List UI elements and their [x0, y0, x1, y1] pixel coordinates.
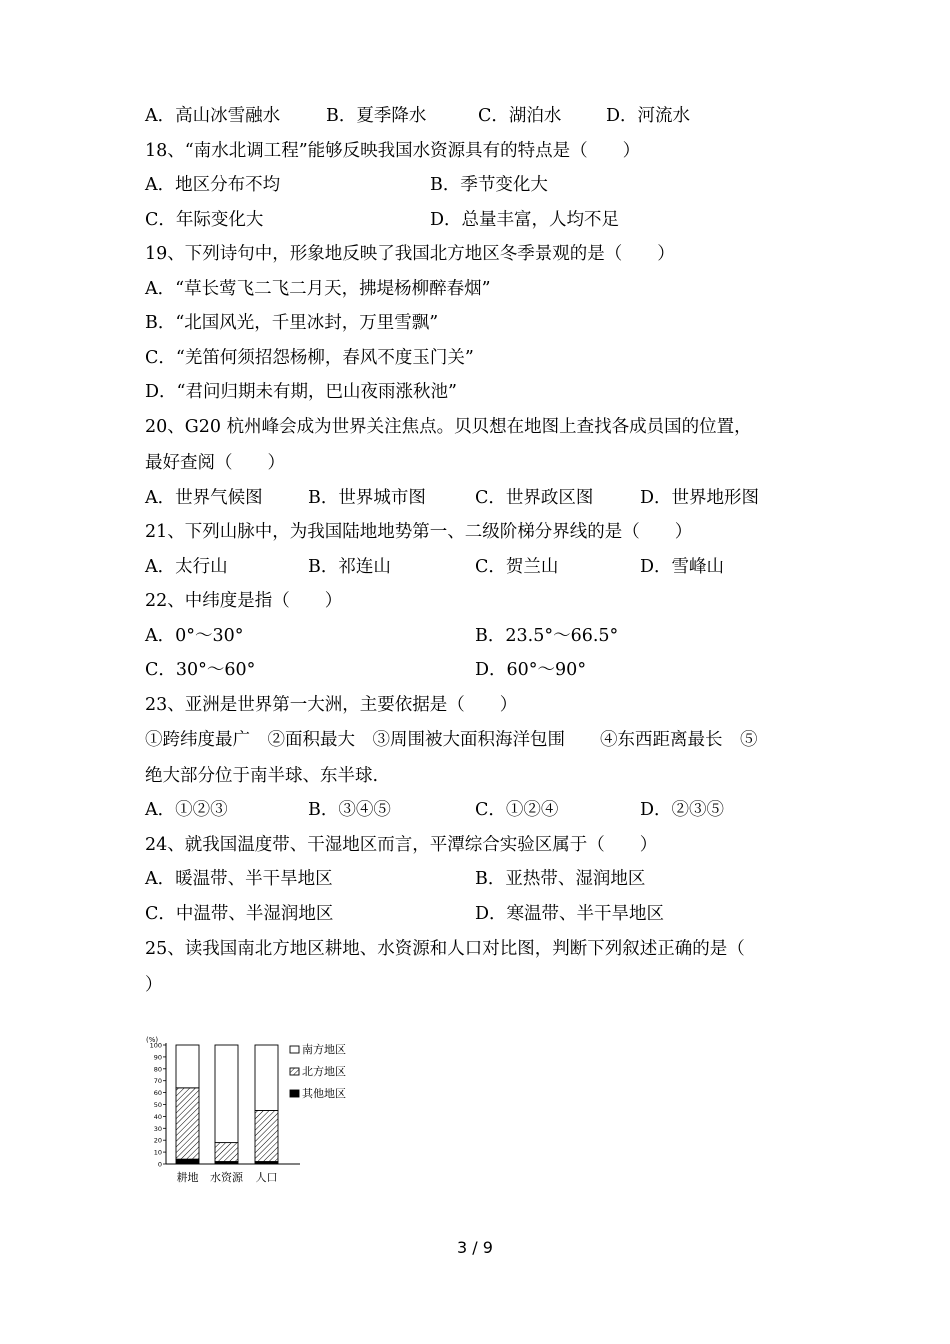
- answer-option: B．23.5°～66.5°: [475, 626, 619, 646]
- y-tick-label: 40: [153, 1112, 162, 1121]
- line-text: 23、亚洲是世界第一大洲，主要依据是（ ）: [145, 695, 518, 715]
- legend-label: 北方地区: [302, 1065, 346, 1078]
- stacked-bar-chart: [140, 1030, 370, 1190]
- y-tick-label: 70: [153, 1077, 162, 1086]
- legend-label: 南方地区: [302, 1043, 346, 1056]
- y-axis-unit: (%): [146, 1036, 159, 1044]
- answer-option: B．③④⑤: [308, 800, 391, 820]
- answer-option: D．总量丰富，人均不足: [430, 210, 620, 230]
- answer-option: C．①②④: [475, 800, 559, 820]
- answer-option: D．②③⑤: [640, 800, 725, 820]
- y-tick-label: 10: [153, 1148, 162, 1157]
- answer-option: C．世界政区图: [475, 488, 594, 508]
- answer-option: D．雪峰山: [640, 557, 725, 577]
- answer-option: D．60°～90°: [475, 660, 587, 680]
- y-tick-label: 60: [153, 1089, 162, 1098]
- answer-option: A．太行山: [145, 557, 228, 577]
- bar-segment: [255, 1045, 278, 1110]
- line-text: 22、中纬度是指（ ）: [145, 591, 343, 611]
- x-category-label: 水资源: [210, 1171, 243, 1184]
- line-text: 25、读我国南北方地区耕地、水资源和人口对比图，判断下列叙述正确的是（: [145, 939, 745, 959]
- line-text: 18、“南水北调工程”能够反映我国水资源具有的特点是（ ）: [145, 141, 641, 161]
- answer-option: A．世界气候图: [145, 488, 263, 508]
- line-text: 最好查阅（ ）: [145, 453, 285, 473]
- legend-swatch: [290, 1090, 299, 1097]
- line-text: B．“北国风光，千里冰封，万里雪飘”: [145, 313, 439, 333]
- line-text: 20、G20 杭州峰会成为世界关注焦点。贝贝想在地图上查找各成员国的位置，: [145, 417, 752, 437]
- legend-swatch: [290, 1068, 299, 1075]
- answer-option: D．世界地形图: [640, 488, 760, 508]
- answer-option: A．高山冰雪融水: [145, 106, 281, 126]
- x-category-label: 耕地: [176, 1171, 199, 1184]
- bar-segment: [215, 1143, 238, 1162]
- answer-option: D．寒温带、半干旱地区: [475, 904, 665, 924]
- line-text: 19、下列诗句中，形象地反映了我国北方地区冬季景观的是（ ）: [145, 244, 675, 264]
- line-text: C．“羌笛何须招怨杨柳，春风不度玉门关”: [145, 348, 474, 368]
- answer-option: B．祁连山: [308, 557, 391, 577]
- bar-segment: [255, 1110, 278, 1161]
- legend-swatch: [290, 1046, 299, 1053]
- answer-option: A．0°～30°: [145, 626, 244, 646]
- bar-segment: [215, 1045, 238, 1143]
- answer-option: A．暖温带、半干旱地区: [145, 869, 333, 889]
- page-number: 3 / 9: [457, 1238, 493, 1257]
- answer-option: B．世界城市图: [308, 488, 426, 508]
- answer-option: C．中温带、半湿润地区: [145, 904, 334, 924]
- answer-option: B．夏季降水: [326, 106, 427, 126]
- bar-segment: [176, 1045, 199, 1088]
- y-tick-label: 30: [153, 1124, 162, 1133]
- answer-option: A．①②③: [145, 800, 228, 820]
- answer-option: A．地区分布不均: [145, 175, 281, 195]
- answer-option: C．年际变化大: [145, 210, 264, 230]
- answer-option: B．亚热带、湿润地区: [475, 869, 646, 889]
- line-text: A．“草长莺飞二飞二月天，拂堤杨柳醉春烟”: [145, 279, 491, 299]
- y-tick-label: 100: [149, 1041, 162, 1050]
- line-text: ）: [145, 975, 163, 995]
- y-tick-label: 90: [153, 1053, 162, 1062]
- line-text: D．“君问归期未有期，巴山夜雨涨秋池”: [145, 382, 457, 402]
- y-tick-label: 0: [157, 1160, 162, 1169]
- line-text: 21、下列山脉中，为我国陆地地势第一、二级阶梯分界线的是（ ）: [145, 522, 693, 542]
- line-text: ①跨纬度最广 ②面积最大 ③周围被大面积海洋包围 ④东西距离最长 ⑤: [145, 730, 758, 750]
- answer-option: C．湖泊水: [478, 106, 562, 126]
- line-text: 绝大部分位于南半球、东半球.: [145, 766, 379, 786]
- bar-segment: [176, 1088, 199, 1159]
- y-tick-label: 50: [153, 1101, 162, 1109]
- answer-option: C．30°～60°: [145, 660, 256, 680]
- y-tick-label: 20: [153, 1136, 162, 1145]
- bar-segment: [176, 1159, 199, 1164]
- y-tick-label: 80: [153, 1065, 162, 1074]
- legend-label: 其他地区: [302, 1087, 346, 1100]
- answer-option: C．贺兰山: [475, 557, 559, 577]
- answer-option: D．河流水: [606, 106, 691, 126]
- x-category-label: 人口: [255, 1171, 278, 1184]
- answer-option: B．季节变化大: [430, 175, 548, 195]
- line-text: 24、就我国温度带、干湿地区而言，平潭综合实验区属于（ ）: [145, 835, 658, 855]
